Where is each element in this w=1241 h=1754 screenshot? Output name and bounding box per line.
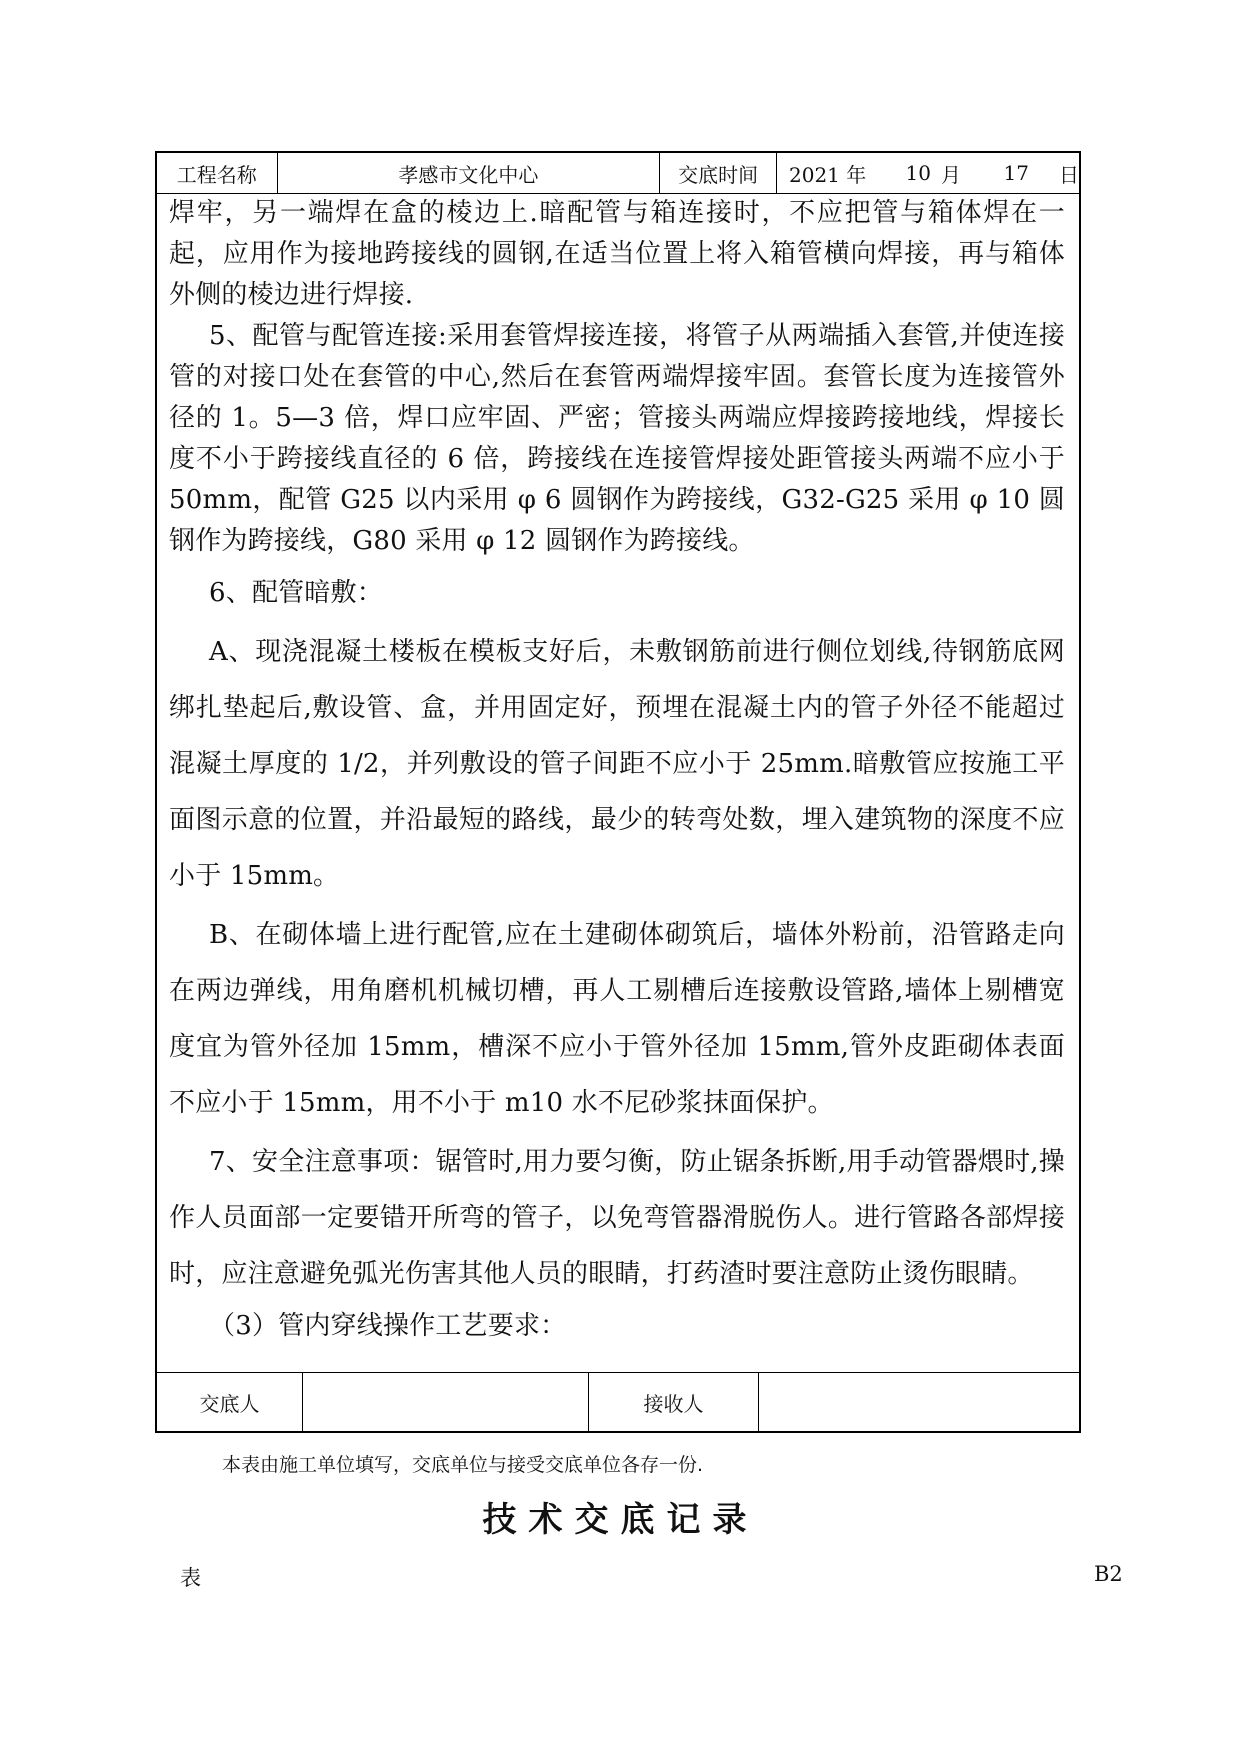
date-year: 2021 年 — [789, 162, 867, 187]
form-note: 本表由施工单位填写，交底单位与接受交底单位各存一份. — [222, 1454, 704, 1476]
content-paragraph: 5、配管与配管连接:采用套管焊接连接，将管子从两端插入套管,并使连接管的对接口处在套管的中心,然后在套管两端焊接牢固。套管长度为连接管外径的 1。5—3 倍，焊口应牢固、严密；管接头两端应焊接跨接地线，焊接长度不小于跨接线直径的 6 倍，跨接线在连接管焊接处距管接头两端不应小于 50mm，配管 G25 以内采用 φ 6 圆钢作为跨接线，G32-G25 采用 φ 10 圆钢作为跨接线，G80 采用 φ 12 圆钢作为跨接线。 — [169, 321, 1065, 556]
technical-disclosure-form — [155, 151, 1081, 1433]
form-header-row — [157, 153, 1079, 194]
content-paragraph: 7、安全注意事项：锯管时,用力要匀衡，防止锯条拆断,用手动管器煨时,操作人员面部一定要错开所弯的管子，以免弯管器滑脱伤人。进行管路各部焊接时，应注意避免弧光伤害其他人员的眼睛，打药渣时要注意防止烫伤眼睛。 — [169, 1147, 1065, 1289]
content-paragraph: A、现浇混凝土楼板在模板支好后，未敷钢筋前进行侧位划线,待钢筋底网绑扎垫起后,敷设管、盒，并用固定好，预埋在混凝土内的管子外径不能超过混凝土厚度的 1/2，并列敷设的管子间距不应小于 25mm.暗敷管应按施工平面图示意的位置，并沿最短的路线，最少的转弯处数，埋入建筑物的深度不应小于 15mm。 — [169, 637, 1065, 891]
date-day: 17 — [1003, 161, 1029, 185]
handover-person-label: 交底人 — [157, 1373, 303, 1431]
receiver-label: 接收人 — [589, 1373, 759, 1431]
receiver-field[interactable] — [759, 1373, 1079, 1431]
content-paragraph: 焊牢，另一端焊在盒的棱边上.暗配管与箱连接时，不应把管与箱体焊在一起，应用作为接地跨接线的圆钢,在适当位置上将入箱管横向焊接，再与箱体外侧的棱边进行焊接. — [169, 198, 1065, 310]
date-month-unit: 月 — [941, 162, 961, 187]
project-name-label: 工程名称 — [157, 153, 278, 193]
disclosure-date-label: 交底时间 — [660, 153, 777, 193]
form-code: B2 — [1094, 1562, 1123, 1586]
content-paragraph: B、在砌体墙上进行配管,应在土建砌体砌筑后，墙体外粉前，沿管路走向在两边弹线，用角磨机机械切槽，再人工剔槽后连接敷设管路,墙体上剔槽宽度宜为管外径加 15mm，槽深不应小于管外径加 15mm,管外皮距砌体表面不应小于 15mm，用不小于 m10 水不尼砂浆抹面保护。 — [169, 920, 1065, 1118]
content-paragraph: 6、配管暗敷： — [209, 578, 383, 608]
form-label: 表 — [180, 1566, 201, 1590]
project-name-value: 孝感市文化中心 — [278, 153, 661, 193]
handover-person-field[interactable] — [303, 1373, 589, 1431]
date-day-unit: 日 — [1059, 162, 1079, 187]
signature-row — [157, 1372, 1079, 1431]
disclosure-date-value — [777, 153, 1079, 193]
page-title: 技术交底记录 — [482, 1500, 759, 1540]
content-paragraph: （3）管内穿线操作工艺要求： — [209, 1311, 567, 1341]
disclosure-content — [169, 193, 1065, 1348]
date-month: 10 — [905, 161, 931, 185]
